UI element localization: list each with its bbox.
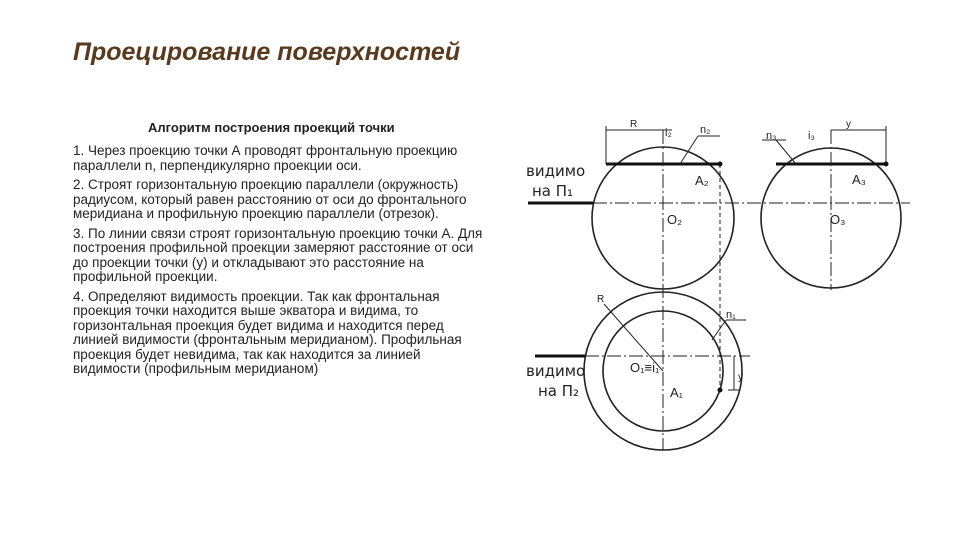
visible-p2-line1: видимо bbox=[526, 362, 586, 380]
step-1: 1. Через проекцию точки А проводят фронтальную проекцию параллели n, перпендикулярно проекции оси. bbox=[73, 143, 458, 173]
label-y-top: y bbox=[846, 119, 851, 130]
label-a3: A₃ bbox=[852, 172, 866, 187]
label-n3: n₃ bbox=[766, 130, 777, 142]
label-i2: i₂ bbox=[665, 127, 672, 139]
label-r-bottom: R bbox=[597, 294, 605, 305]
label-n2: n₂ bbox=[700, 124, 711, 136]
label-y-bottom: y bbox=[738, 372, 743, 383]
steps-list bbox=[73, 144, 483, 382]
visible-p2-line2: на П₂ bbox=[538, 382, 580, 400]
visible-p1-line2: на П₁ bbox=[532, 182, 574, 200]
point-a2 bbox=[718, 162, 723, 167]
label-n1: n₁ bbox=[726, 309, 736, 321]
label-o1: O₁≡i₁ bbox=[630, 360, 660, 375]
algorithm-subtitle: Алгоритм построения проекций точки bbox=[148, 120, 395, 135]
slide-title: Проецирование поверхностей bbox=[73, 38, 461, 66]
step-2: 2. Строят горизонтальную проекцию параллели (окружность) радиусом, который равен расстоянию от оси до фронтального меридиана и профильную проекцию параллели (отрезок). bbox=[73, 177, 467, 221]
label-a2: A₂ bbox=[695, 173, 709, 188]
n3-leader bbox=[776, 140, 796, 164]
point-a1 bbox=[718, 388, 723, 393]
label-r-top: R bbox=[630, 119, 638, 130]
visible-p1-line1: видимо bbox=[526, 162, 586, 180]
n1-leader bbox=[712, 320, 726, 340]
step-3: 3. По линии связи строят горизонтальную проекцию точки А. Для построения профильной проекции замеряют расстояние от оси до проекции точки (y) и откладывают это расстояние на профильной проекции. bbox=[73, 225, 483, 284]
label-o3: O₃ bbox=[830, 212, 846, 227]
step-4: 4. Определяют видимость проекции. Так как фронтальная проекция точки находится выше экватора и видима, то горизонтальная проекция будет видима и находится перед линией видимости (фронтальным меридианом). Профильная проекция будет невидима, так как находится за линией видимости (профильным меридианом) bbox=[73, 288, 462, 376]
sphere-projection-figure bbox=[500, 100, 920, 520]
label-i3: i₃ bbox=[808, 130, 815, 142]
label-a1: A₁ bbox=[670, 385, 684, 400]
label-o2: O₂ bbox=[667, 212, 683, 227]
point-a3 bbox=[884, 162, 889, 167]
